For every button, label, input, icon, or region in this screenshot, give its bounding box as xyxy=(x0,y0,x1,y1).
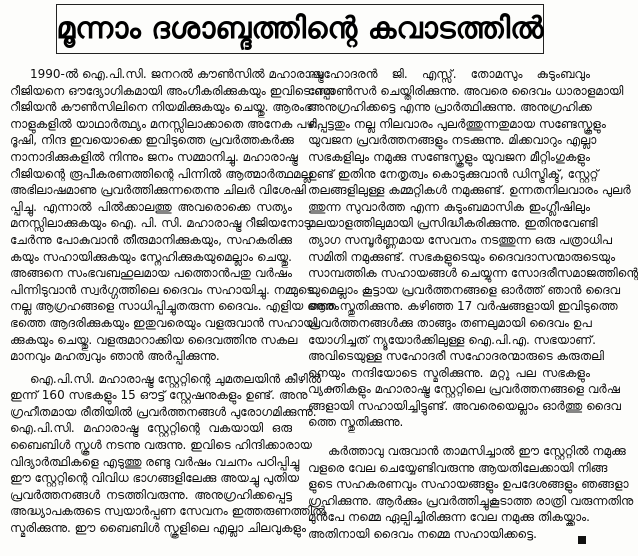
article-text-line: മലയാളത്തിലുമായി പ്രസിദ്ധീകരിക്കുന്നു. ഇതിനുവേണ്ടി xyxy=(308,216,598,231)
left-column xyxy=(10,66,339,537)
article-text-line: ബൈബിൾ സ്കൂൾ നടന്നു വരുന്നു. ഇവിടെ ഹിന്ദിക്കാരായ xyxy=(10,438,312,453)
article-text-line: ഉണ്ട് ഇതിനു നേതൃത്വം കൊടുക്കുവാൻ ഡിസ്ട്രിക്ട്, സ്റ്റേറ്റ് xyxy=(308,166,599,181)
article-text-line: അനുഗ്രഹിക്കട്ടെ എന്നു പ്രാർത്ഥിക്കുന്നു. അനുഗ്രഹിക്ക xyxy=(308,100,592,115)
article-text-line: സമിതി നമുക്കുണ്ട്. സഭകളുടെയും ദൈവദാസന്മാരുടെയും xyxy=(308,249,616,264)
article-title: മൂന്നാം ദശാബ്ദത്തിന്റെ കവാടത്തിൽ xyxy=(56,11,544,46)
article-text-line: ഗ്രഹിക്കുന്നു. ആർക്കും പ്രവർത്തിച്ചുകൂടാത്ത രാത്രി വരുന്നതിനു xyxy=(308,493,634,508)
article-text-line: സ്പോൺസർ ചെയ്തിരിക്കുന്നു. അവരെ ദൈവം ധാരാളമായി xyxy=(308,83,624,98)
article-text-line: കർത്താവു വരുവാൻ താമസിച്ചാൽ ഈ സ്റ്റേറ്റിൽ നമുക്കു xyxy=(328,444,626,459)
article-text-line: പ്പിച്ചു. എന്നാൽ പിൽക്കാലത്തു അവരൊക്കെ സത്യം xyxy=(10,199,292,214)
article-text-line: നാളുകളിൽ യാഥാർത്ഥ്യം മനസ്സിലാക്കാതെ അനേക പഴി, xyxy=(10,116,321,131)
article-text-line: സ്മരിക്കുന്നു. ഈ ബൈബിൾ സ്കൂളിലെ എല്ലാ ചിലവുകളും xyxy=(10,521,307,536)
title-banner xyxy=(56,4,544,54)
article-text-line: ത്തെ സ്തുതിക്കുന്നു. കഴിഞ്ഞ 17 വർഷങ്ങളായി ഇവിടുത്തെ xyxy=(308,299,618,314)
article-text-line: 1990-ൽ ഐ.പി.സി. ജനറൽ കൗൺസിൽ മഹാരാഷ്ട്ര xyxy=(30,67,324,81)
article-text-line: നല്ല ആഗ്രഹങ്ങളെ സാധിപ്പിച്ചുതരുന്ന ദൈവം. എളിയ ആരം xyxy=(10,299,339,314)
article-text-line: നെയും നന്ദിയോടെ സ്മരിക്കുന്നു. മറ്റു പല സഭകളും xyxy=(308,365,590,380)
article-text-line: സാമ്പത്തിക സഹായങ്ങൾ ചെയ്യുന്ന സോദരീസമാജത്തിന്റെ xyxy=(308,266,638,281)
article-text-line: യോഗിച്ചത് ന്യൂയോർക്കിലുള്ള ഐ.പി.എ. സഭയാണ്. xyxy=(308,332,596,347)
article-text-line: കയും സഹായിക്കുകയും സ്നേഹിക്കുകയുമെല്ലാം ചെയ്തു. xyxy=(10,249,292,264)
end-of-article-square-icon xyxy=(578,536,586,544)
article-text-line: യുവജന പ്രവർത്തനങ്ങളും നടക്കുന്നു. മിക്കവാറും എല്ലാ xyxy=(308,133,597,148)
article-text-line: ളുടെ സഹകരണവും സഹായങ്ങളും ഉപദേശങ്ങളും ഞങ്ങളാ xyxy=(308,477,629,492)
article-text-line: പ്രവർത്തനങ്ങൾ നടത്തിവരുന്നു. അനുഗ്രഹിക്കപ്പെട്ട xyxy=(10,487,292,502)
article-text-line: ങ്ങളായി സഹായിച്ചിട്ടുണ്ട്. അവരെയെല്ലാം ഓർത്തു ദൈവ xyxy=(308,398,621,413)
article-text-line: പിന്നിടുവാൻ സ്വർഗ്ഗത്തിലെ ദൈവം സഹായിച്ചു. നമ്മുടെ xyxy=(10,282,314,297)
article-text-line: ഭത്തെ ആദരിക്കുകയും ഇതുവരെയും വളരുവാൻ സഹായി xyxy=(10,315,318,330)
article-text-line: തലങ്ങളിലുള്ള കമ്മറ്റികൾ നമുക്കുണ്ട്. ഉന്നതനിലവാരം പുലർ xyxy=(308,183,631,198)
article-text-line: ത്തുന്ന സുവാർത്ത എന്ന കുടുംബമാസിക ഇംഗ്ലീഷിലും xyxy=(308,199,590,214)
article-text-line: മാനവും മഹത്വവും ഞാൻ അർപ്പിക്കുന്നു. xyxy=(10,349,220,364)
article-text-line: റീജിയന്റെ രൂപീകരണത്തിന്റെ പിന്നിൽ ആത്മാർത്ഥമല്ല xyxy=(10,166,311,181)
article-text-line: സഹോദരൻ ജി. എസ്സ്. തോമസും കുടുംബവും xyxy=(308,67,590,81)
article-text-line: വളരെ വേല ചെയ്യേണ്ടിവരുന്നു ആയതിലേക്കായി നിങ്ങ xyxy=(308,460,608,475)
article-text-line: യുമെല്ലാം കൂട്ടായ പ്രവർത്തനങ്ങളെ ഓർത്ത് ഞാൻ ദൈവ xyxy=(308,282,621,297)
article-text-line: അതിനായി ദൈവം നമ്മെ സഹായിക്കട്ടെ. xyxy=(308,527,537,542)
article-text-line: റീജിയനെ ഔദ്യോഗികമായി അംഗീകരിക്കുകയും ഇവിടെ ഒരു xyxy=(10,83,335,98)
article-text-line: ക്കുകയും ചെയ്തു. വളരുമാറാക്കിയ ദൈവത്തിനു സകല xyxy=(10,332,298,347)
article-text-line: മുൻപേ നമ്മെ ഏല്പിച്ചിരിക്കുന്ന വേല നമുക്കു തികയ്ക്കാം. xyxy=(308,510,590,525)
article-text-line: സഭകളിലും നമുക്കു സണ്ടേസ്കൂളും യുവജന മീറ്റിംഗുകളും xyxy=(308,149,590,164)
article-text-line: അവിടെയുള്ള സഹോദരീ സഹോദരന്മാരുടെ കരുതലി xyxy=(308,349,605,364)
article-text-line: ഈ സ്റ്റേറ്റിന്റെ വിവിധ ഭാഗങ്ങളിലേക്കു അയച്ചു പുതിയ xyxy=(10,471,299,486)
article-text-line: ഗ്രഹീതമായ രീതിയിൽ പ്രവർത്തനങ്ങൾ പുരോഗമിക്കുന്നു. xyxy=(10,404,317,419)
article-text-line: പ്പെട്ടതും നല്ല നിലവാരം പുലർത്തുന്നതുമായ സണ്ടേസ്കൂളും xyxy=(308,116,606,131)
article-text-line: നാനാദിക്കുകളിൽ നിന്നും ജനം സമ്മാനിച്ചു. മഹാരാഷ്ട്ര xyxy=(10,149,298,164)
article-text-line: റീജിയൻ കൗൺസിലിനെ നിയമിക്കുകയും ചെയ്തു. ആരംഭ xyxy=(10,100,312,115)
article-text-line: ത്യാഗ സമ്പൂർണ്ണമായ സേവനം നടത്തുന്ന ഒരു പത്രാധിപ xyxy=(308,232,613,247)
article-text-line: അഭിലാഷമാണു പ്രവർത്തിക്കുന്നതെന്നു ചിലർ വിശേഷി xyxy=(10,183,306,198)
article-text-line: ഐ.പി.സി. മഹാരാഷ്ട്ര സ്റ്റേറ്റിന്റെ ചുമതലയിൻ കീഴിൽ xyxy=(30,371,322,386)
article-text-line: അദ്ധ്യാപകരുടെ സ്വയാർപ്പണ സേവനം ഇത്തരുണത്തിൽ xyxy=(10,504,326,519)
article-paragraph xyxy=(10,371,326,537)
article-paragraph xyxy=(308,443,634,543)
article-text-line: വിദ്യാർത്ഥികളെ എടുത്തു രണ്ടു വർഷം വചനം പഠിപ്പിച്ചു xyxy=(10,454,300,469)
article-text-line: മനസ്സിലാക്കുകയും ഐ. പി. സി. മഹാരാഷ്ട്ര റീജിയനോടു xyxy=(10,216,311,231)
article-text-line: ചേർന്നു പോകുവാൻ തീരുമാനിക്കുകയും, സഹകരിക്കു xyxy=(10,232,292,247)
article-text-line: വ്യക്തികളും മഹാരാഷ്ട്ര സ്റ്റേറ്റിലെ പ്രവർത്തനങ്ങളെ വർഷ xyxy=(308,382,620,397)
article-text-line: ദൂഷി, നിന്ദ ഇവയൊക്കെ ഇവിടുത്തെ പ്രവർത്തകർക്കു xyxy=(10,133,294,148)
article-text-line: പ്രവർത്തനങ്ങൾക്കു താങ്ങും തണലുമായി ദൈവം ഉപ xyxy=(308,315,592,330)
article-text-line: ഐ.പി.സി. മഹാരാഷ്ട്ര സ്റ്റേറ്റിന്റെ വകയായി ഒരു xyxy=(10,421,292,436)
article-text-line: ത്തെ സ്തുതിക്കുന്നു. xyxy=(308,415,404,430)
article-text-line: ഇന്ന് 160 സഭകളും 15 ഔട്ട് സ്റ്റേഷനുകളും ഉണ്ട്. അനു xyxy=(10,388,308,403)
article-paragraph xyxy=(10,66,339,365)
article-text-line: അങ്ങനെ സംഭവബഹുലമായ പത്തൊൻപതു വർഷം xyxy=(10,266,292,281)
article-paragraph xyxy=(308,66,638,431)
right-column xyxy=(308,66,638,543)
